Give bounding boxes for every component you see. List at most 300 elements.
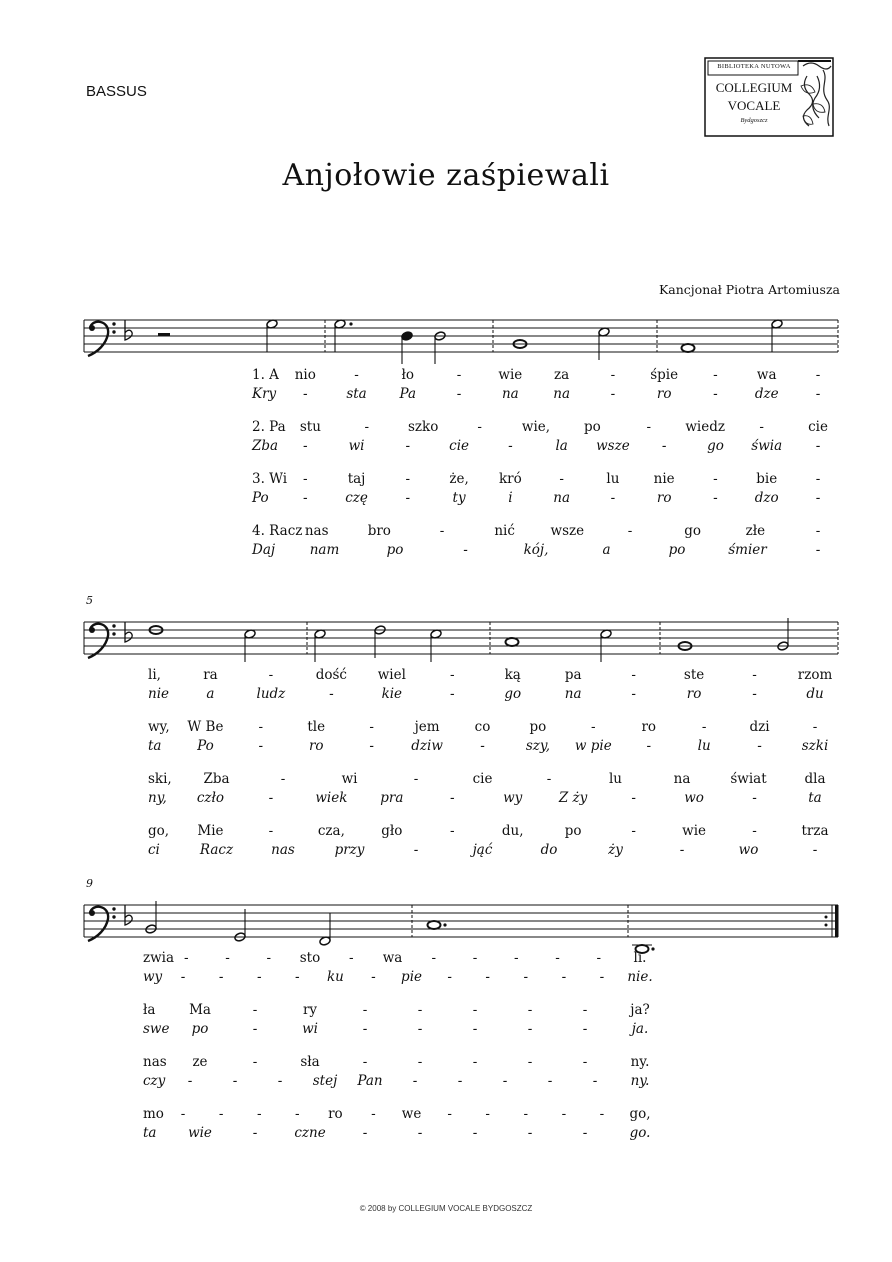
- lyric-syllable: Zba: [252, 438, 279, 454]
- lyric-syllable: -: [405, 438, 411, 454]
- lyric-syllable: -: [362, 1125, 368, 1141]
- lyric-syllable: nio: [294, 367, 316, 383]
- note-head: [430, 629, 442, 639]
- lyric-syllable: ja?: [630, 1002, 650, 1018]
- lyric-syllable: ro: [656, 490, 672, 506]
- lyric-syllable: -: [329, 686, 334, 702]
- lyric-syllable: -: [513, 950, 519, 966]
- lyric-syllable: jem: [414, 719, 440, 735]
- lyric-syllable: -: [679, 842, 685, 858]
- final-bar-thick: [835, 905, 839, 937]
- lyric-syllable: -: [701, 719, 707, 735]
- lyric-syllable: Po: [252, 490, 269, 506]
- lyric-syllable: -: [631, 667, 636, 683]
- lyric-syllable: na: [673, 771, 691, 787]
- lyric-syllable: go.: [629, 1125, 651, 1141]
- lyric-syllable: czło: [196, 790, 225, 806]
- lyric-syllable: -: [582, 1125, 588, 1141]
- lyric-syllable: jąć: [472, 842, 493, 858]
- note-head: [145, 924, 157, 934]
- lyric-syllable: -: [449, 686, 455, 702]
- lyric-syllable: -: [449, 790, 455, 806]
- lyric-syllable: -: [815, 367, 821, 383]
- lyric-syllable: -: [252, 1125, 258, 1141]
- lyric-syllable: ku: [326, 969, 344, 985]
- lyric-syllable: wi: [348, 438, 365, 454]
- note-head: [234, 932, 246, 942]
- lyric-syllable: -: [456, 367, 462, 383]
- lyric-syllable: ro: [641, 719, 657, 735]
- lyric-syllable: go,: [148, 823, 170, 839]
- lyric-syllable: na: [501, 386, 519, 402]
- note-head: [266, 319, 278, 329]
- lyric-syllable: -: [582, 1021, 588, 1037]
- lyric-syllable: -: [508, 438, 513, 454]
- lyric-syllable: Kry: [252, 386, 277, 402]
- lyric-syllable: -: [523, 969, 529, 985]
- lyric-syllable: -: [362, 1021, 368, 1037]
- lyric-syllable: -: [258, 738, 264, 754]
- copyright-notice: © 2008 by COLLEGIUM VOCALE BYDGOSZCZ: [359, 1204, 533, 1213]
- lyric-syllable: -: [252, 1054, 258, 1070]
- lyric-syllable: ła: [143, 1002, 156, 1018]
- lyric-syllable: swe: [143, 1021, 170, 1037]
- bass-clef-icon: [88, 322, 108, 356]
- lyric-syllable: -: [591, 719, 596, 735]
- lyric-syllable: -: [472, 1002, 478, 1018]
- lyric-syllable: złe: [745, 523, 766, 539]
- lyric-syllable: a: [206, 686, 215, 702]
- lyric-syllable: ny.: [630, 1054, 650, 1070]
- note-head: [150, 626, 163, 634]
- lyric-syllable: -: [180, 969, 186, 985]
- bass-clef-icon: [89, 627, 95, 633]
- lyric-syllable: -: [646, 419, 652, 435]
- lyric-syllable: po: [564, 823, 582, 839]
- note-head: [314, 629, 326, 639]
- lyric-syllable: go: [684, 523, 702, 539]
- logo-line-collegium: COLLEGIUM: [715, 80, 793, 95]
- lyric-syllable: dzi: [749, 719, 770, 735]
- lyric-syllable: wa: [382, 950, 403, 966]
- lyric-syllable: rzom: [797, 667, 833, 683]
- lyric-syllable: ludz: [256, 686, 286, 702]
- lyric-syllable: ką: [504, 667, 521, 683]
- lyric-syllable: -: [477, 419, 482, 435]
- lyric-syllable: -: [599, 969, 605, 985]
- lyric-syllable: Z żу: [558, 790, 588, 806]
- lyric-syllable: po: [529, 719, 547, 735]
- lyric-syllable: -: [417, 1002, 423, 1018]
- lyric-syllable: wy: [503, 790, 523, 806]
- lyric-syllable: -: [449, 667, 455, 683]
- lyric-syllable: po: [191, 1021, 209, 1037]
- lyric-syllable: -: [661, 438, 667, 454]
- lyric-syllable: la: [555, 438, 568, 454]
- lyric-syllable: ste: [683, 667, 705, 683]
- repeat-dot: [825, 916, 828, 919]
- lyric-syllable: -: [302, 471, 308, 487]
- lyric-syllable: -: [559, 471, 564, 487]
- lyric-syllable: sto: [299, 950, 321, 966]
- note-head: [679, 642, 692, 650]
- lyric-syllable: -: [480, 738, 485, 754]
- lyric-syllable: taj: [347, 471, 366, 487]
- lyric-syllable: 2. Pa: [252, 419, 286, 435]
- lyric-syllable: śpie: [650, 367, 679, 383]
- lyric-syllable: -: [472, 1125, 478, 1141]
- lyric-syllable: -: [302, 386, 308, 402]
- lyric-syllable: -: [456, 386, 462, 402]
- lyric-syllable: ro: [328, 1106, 343, 1122]
- lyric-syllable: -: [413, 842, 419, 858]
- lyric-syllable: wy: [143, 969, 163, 985]
- lyric-syllable: pa: [564, 667, 582, 683]
- lyric-syllable: -: [412, 1073, 418, 1089]
- lyric-syllable: za: [554, 367, 570, 383]
- lyric-syllable: nas: [143, 1054, 167, 1070]
- note-head: [428, 921, 441, 929]
- lyric-syllable: Pan: [357, 1073, 383, 1089]
- lyric-syllable: -: [405, 490, 411, 506]
- lyric-syllable: -: [258, 719, 264, 735]
- lyric-syllable: -: [752, 686, 757, 702]
- lyric-syllable: Po: [197, 738, 214, 754]
- lyric-syllable: -: [439, 523, 445, 539]
- note-head: [598, 327, 610, 337]
- lyric-syllable: pra: [380, 790, 404, 806]
- lyric-syllable: -: [457, 1073, 463, 1089]
- lyric-syllable: Racz: [199, 842, 234, 858]
- lyric-syllable: że,: [449, 471, 469, 487]
- page-title: Anjołowie zaśpiewali: [282, 158, 610, 193]
- lyric-syllable: -: [485, 1106, 490, 1122]
- lyric-syllable: -: [371, 969, 376, 985]
- lyric-syllable: -: [447, 969, 452, 985]
- lyric-syllable: -: [631, 823, 636, 839]
- lyric-syllable: ci: [148, 842, 160, 858]
- lyric-syllable: nam: [309, 542, 340, 558]
- lyric-syllable: -: [280, 771, 286, 787]
- lyric-syllable: -: [596, 950, 602, 966]
- lyric-syllable: du: [806, 686, 824, 702]
- clef-dot: [112, 322, 115, 325]
- lyric-syllable: -: [812, 842, 818, 858]
- lyric-syllable: -: [218, 1106, 224, 1122]
- lyric-syllable: -: [266, 950, 272, 966]
- lyric-syllable: -: [815, 542, 821, 558]
- lyric-syllable: -: [256, 969, 262, 985]
- lyric-syllable: -: [592, 1073, 598, 1089]
- lyric-syllable: kró: [498, 471, 522, 487]
- lyric-syllable: go: [707, 438, 724, 454]
- lyric-syllable: co: [474, 719, 491, 735]
- lyric-syllable: szki: [801, 738, 829, 754]
- lyric-syllable: -: [527, 1054, 533, 1070]
- lyric-syllable: w pie: [574, 738, 612, 754]
- lyric-syllable: ny.: [630, 1073, 650, 1089]
- lyric-syllable: tle: [307, 719, 326, 735]
- lyric-syllable: wiel: [377, 667, 406, 683]
- lyric-syllable: -: [463, 542, 468, 558]
- lyric-syllable: -: [547, 1073, 553, 1089]
- lyric-syllable: wsze: [596, 438, 630, 454]
- lyric-syllable: -: [527, 1125, 533, 1141]
- bass-clef-icon: [88, 624, 108, 658]
- lyric-syllable: wie: [188, 1125, 212, 1141]
- lyric-syllable: lu: [697, 738, 711, 754]
- lyric-syllable: ro: [656, 386, 672, 402]
- lyric-syllable: -: [485, 969, 490, 985]
- lyric-syllable: szko: [408, 419, 439, 435]
- lyric-syllable: Pa: [399, 386, 417, 402]
- lyric-syllable: -: [268, 790, 274, 806]
- lyric-syllable: Mie: [197, 823, 224, 839]
- lyric-syllable: dzo: [754, 490, 779, 506]
- lyric-syllable: na: [553, 386, 570, 402]
- lyric-syllable: go,: [629, 1106, 651, 1122]
- lyric-syllable: wiek: [315, 790, 348, 806]
- lyric-syllable: -: [610, 367, 616, 383]
- lyric-syllable: -: [348, 950, 354, 966]
- lyric-syllable: -: [218, 969, 224, 985]
- lyric-syllable: ty: [452, 490, 466, 506]
- lyric-syllable: -: [582, 1054, 588, 1070]
- logo-line-vocale: VOCALE: [727, 98, 781, 113]
- lyric-syllable: -: [268, 823, 274, 839]
- lyric-syllable: lu: [608, 771, 623, 787]
- lyric-syllable: Daj: [252, 542, 276, 558]
- lyric-syllable: cie: [472, 771, 493, 787]
- lyric-syllable: go: [504, 686, 522, 702]
- clef-dot: [112, 330, 115, 333]
- note-head: [374, 625, 386, 635]
- lyric-syllable: nie.: [627, 969, 653, 985]
- bass-clef-icon: [89, 325, 95, 331]
- lyric-syllable: kój,: [523, 542, 549, 558]
- lyric-syllable: ło: [401, 367, 415, 383]
- lyric-syllable: -: [413, 771, 419, 787]
- lyric-syllable: stej: [312, 1073, 338, 1089]
- lyric-syllable: wie: [682, 823, 707, 839]
- lyric-syllable: nas: [271, 842, 295, 858]
- flat-icon: [125, 905, 132, 925]
- note-head: [244, 629, 256, 639]
- lyric-syllable: -: [815, 386, 821, 402]
- lyric-syllable: Zba: [203, 771, 230, 787]
- lyric-syllable: ski,: [148, 771, 172, 787]
- lyric-syllable: du,: [501, 823, 524, 839]
- lyric-syllable: 3. Wi: [252, 471, 288, 487]
- lyric-syllable: -: [472, 1054, 478, 1070]
- lyric-syllable: -: [431, 950, 437, 966]
- lyric-syllable: ze: [192, 1054, 208, 1070]
- lyric-syllable: cie: [808, 419, 828, 435]
- lyric-syllable: -: [252, 1002, 258, 1018]
- lyric-syllable: 1. A: [252, 367, 279, 383]
- lyric-syllable: sła: [300, 1054, 320, 1070]
- lyric-syllable: gło: [381, 823, 403, 839]
- lyric-syllable: -: [815, 438, 821, 454]
- lyric-syllable: wie,: [521, 419, 551, 435]
- lyric-syllable: wa: [756, 367, 777, 383]
- note-head: [771, 319, 783, 329]
- lyric-syllable: 4. Racz: [252, 523, 303, 539]
- lyric-syllable: -: [752, 667, 757, 683]
- lyric-syllable: -: [449, 823, 455, 839]
- source-attribution: Kancjonał Piotra Artomiusza: [658, 282, 840, 297]
- lyric-syllable: -: [225, 950, 230, 966]
- lyric-syllable: -: [502, 1073, 508, 1089]
- lyric-syllable: -: [405, 471, 411, 487]
- lyric-syllable: -: [447, 1106, 452, 1122]
- lyric-syllable: ta: [808, 790, 822, 806]
- lyric-syllable: ny,: [148, 790, 167, 806]
- lyric-syllable: -: [354, 367, 359, 383]
- lyric-syllable: -: [302, 490, 308, 506]
- lyric-syllable: -: [232, 1073, 238, 1089]
- lyric-syllable: czne: [294, 1125, 326, 1141]
- lyric-syllable: nić: [494, 523, 515, 539]
- note-head: [319, 936, 331, 946]
- lyric-syllable: -: [555, 950, 560, 966]
- note-head: [514, 340, 527, 348]
- lyric-syllable: we: [401, 1106, 422, 1122]
- lyric-syllable: -: [757, 738, 762, 754]
- lyric-syllable: -: [646, 738, 652, 754]
- lyric-syllable: ta: [148, 738, 162, 754]
- collegium-vocale-logo: [703, 56, 835, 138]
- lyric-syllable: po: [668, 542, 686, 558]
- lyric-syllable: W Be: [187, 719, 224, 735]
- lyric-syllable: -: [713, 471, 718, 487]
- lyric-syllable: -: [277, 1073, 283, 1089]
- lyric-syllable: na: [553, 490, 570, 506]
- lyric-syllable: -: [713, 386, 718, 402]
- lyric-syllable: czy: [143, 1073, 166, 1089]
- lyric-syllable: wo: [684, 790, 704, 806]
- lyric-syllable: -: [417, 1125, 423, 1141]
- lyric-syllable: -: [815, 490, 821, 506]
- lyric-syllable: wi: [341, 771, 358, 787]
- note-head: [600, 629, 612, 639]
- bass-clef-icon: [89, 910, 95, 916]
- clef-dot: [112, 632, 115, 635]
- lyric-syllable: lu: [606, 471, 620, 487]
- lyric-syllable: li,: [148, 667, 161, 683]
- lyric-syllable: dla: [804, 771, 826, 787]
- lyric-syllable: -: [610, 490, 616, 506]
- lyric-syllable: po: [386, 542, 404, 558]
- lyric-syllable: -: [369, 738, 374, 754]
- lyric-syllable: -: [610, 386, 616, 402]
- lyric-syllable: -: [252, 1021, 258, 1037]
- augmentation-dot: [651, 947, 654, 950]
- clef-dot: [112, 907, 115, 910]
- lyric-syllable: -: [369, 719, 374, 735]
- lyric-syllable: wiedz: [685, 419, 725, 435]
- lyric-syllable: -: [523, 1106, 529, 1122]
- lyric-syllable: wi: [302, 1021, 318, 1037]
- lyric-syllable: sta: [346, 386, 367, 402]
- lyric-syllable: -: [713, 367, 718, 383]
- lyric-syllable: wie: [498, 367, 523, 383]
- augmentation-dot: [349, 322, 352, 325]
- lyric-syllable: do: [540, 842, 558, 858]
- lyric-syllable: -: [417, 1054, 423, 1070]
- note-head: [334, 319, 346, 329]
- measure-number: 5: [86, 594, 93, 607]
- lyric-syllable: -: [527, 1002, 533, 1018]
- lyric-syllable: bro: [367, 523, 391, 539]
- lyric-syllable: li.: [633, 950, 647, 966]
- note-head: [506, 638, 519, 646]
- lyric-syllable: -: [371, 1106, 376, 1122]
- lyric-syllable: Ma: [189, 1002, 211, 1018]
- note-head: [434, 331, 446, 341]
- lyric-syllable: wsze: [550, 523, 585, 539]
- lyric-syllable: nie: [148, 686, 170, 702]
- lyric-syllable: -: [180, 1106, 186, 1122]
- lyric-syllable: czę: [345, 490, 368, 506]
- lyric-syllable: bie: [756, 471, 778, 487]
- flat-icon: [125, 320, 132, 340]
- lyric-syllable: -: [631, 686, 636, 702]
- lyric-syllable: wo: [738, 842, 759, 858]
- lyric-syllable: dziw: [411, 738, 443, 754]
- lyric-syllable: ro: [686, 686, 702, 702]
- clef-dot: [112, 915, 115, 918]
- lyric-syllable: świat: [730, 771, 767, 787]
- repeat-dot: [825, 924, 828, 927]
- lyric-syllable: -: [546, 771, 552, 787]
- lyric-syllable: -: [815, 471, 821, 487]
- lyric-syllable: ra: [203, 667, 218, 683]
- lyric-syllable: cza,: [317, 823, 345, 839]
- lyric-syllable: -: [561, 969, 567, 985]
- lyric-syllable: ro: [308, 738, 324, 754]
- lyric-syllable: a: [602, 542, 611, 558]
- lyric-syllable: nie: [653, 471, 675, 487]
- lyric-syllable: -: [183, 950, 189, 966]
- lyric-syllable: nas: [304, 523, 329, 539]
- lyric-syllable: mo: [143, 1106, 164, 1122]
- lyric-syllable: -: [812, 719, 818, 735]
- logo-line-city: Bydgoszcz: [740, 117, 768, 124]
- clef-dot: [112, 624, 115, 627]
- lyric-syllable: -: [472, 950, 478, 966]
- augmentation-dot: [443, 923, 446, 926]
- lyric-syllable: -: [627, 523, 633, 539]
- lyric-syllable: świa: [751, 438, 783, 454]
- part-name: BASSUS: [86, 83, 147, 100]
- lyric-syllable: -: [362, 1054, 368, 1070]
- lyric-syllable: -: [362, 1002, 368, 1018]
- lyric-syllable: -: [364, 419, 370, 435]
- measure-number: 9: [86, 877, 93, 890]
- lyric-syllable: -: [295, 1106, 300, 1122]
- lyric-syllable: -: [302, 438, 308, 454]
- logo-line-library: BIBLIOTEKA NUTOWA: [717, 63, 791, 70]
- lyric-syllable: -: [417, 1021, 423, 1037]
- lyric-syllable: kie: [381, 686, 403, 702]
- lyric-syllable: -: [713, 490, 718, 506]
- lyric-syllable: stu: [299, 419, 321, 435]
- lyric-syllable: zwia: [143, 950, 175, 966]
- flat-icon: [125, 622, 132, 642]
- lyric-syllable: -: [187, 1073, 193, 1089]
- note-head: [682, 344, 695, 352]
